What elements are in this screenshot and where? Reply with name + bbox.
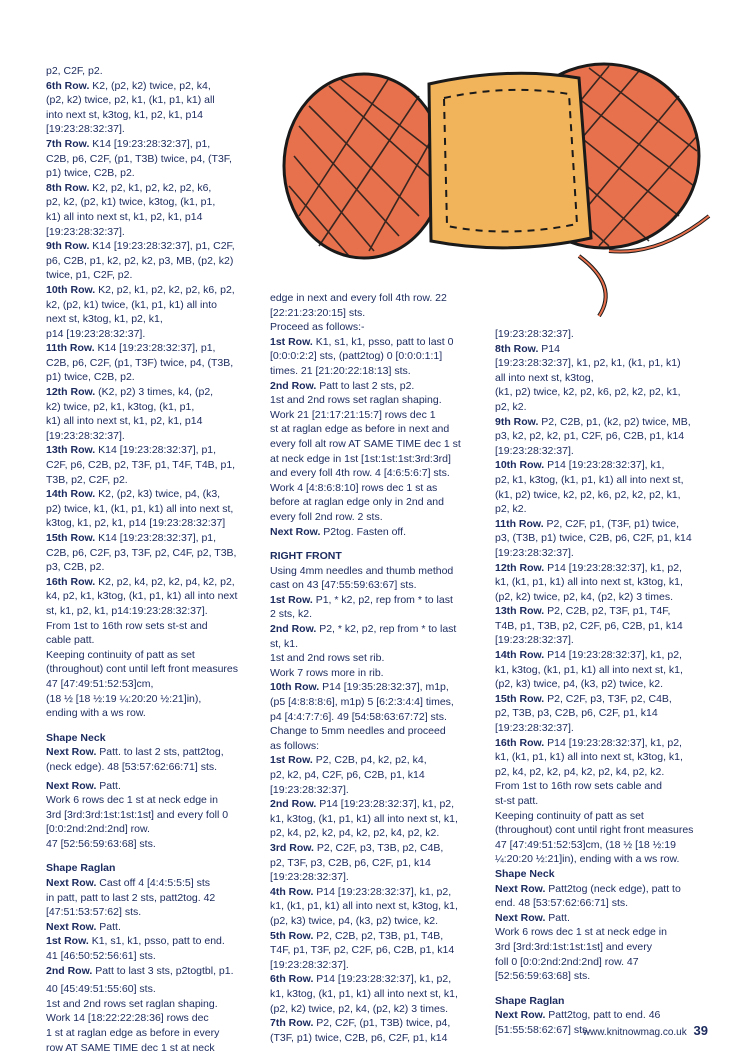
row-label: 1st Row. [46, 935, 89, 948]
row-label: 7th Row. [46, 137, 90, 150]
row-label: 7th Row. [270, 1017, 314, 1030]
row-label: 12th Row. [495, 561, 545, 574]
pattern-row [495, 911, 710, 926]
row-instruction: P2, C2F, p3, T3F, p2, C4B, p2, T3B, p3, C2B, p6, C2F, p1, k14 [19:23:28:32:37]. [495, 692, 672, 735]
pattern-row [270, 753, 485, 797]
row-label: Next Row. [46, 746, 97, 759]
row-label: Next Row. [46, 779, 97, 792]
page-footer [583, 1023, 708, 1038]
pattern-row [495, 692, 710, 736]
row-instruction: Patt to last 3 sts, p2togtbl, p1. [92, 964, 234, 977]
row-label: 1st Row. [270, 754, 313, 767]
row-label: 8th Row. [46, 181, 90, 194]
row-instruction: K14 [19:23:28:32:37], p1, C2F, p6, C2B, p2, T3F, p1, T4F, T4B, p1, T3B, p2, C2F, p2. [46, 444, 236, 486]
row-label: 16th Row. [46, 575, 96, 588]
pattern-row [495, 342, 710, 415]
row-label: 3rd Row. [270, 841, 314, 854]
pattern-row [270, 797, 485, 841]
row-instruction: K1, s1, k1, psso, patt to end. 41 [46:50:52:56:61] sts. [46, 935, 225, 963]
row-instruction: (K2, p2) 3 times, k4, (p2, k2) twice, p2, k1, k3tog, (k1, p1, k1) all into next st, k1, p2, k1, p14 [19:23:28:32:37]. [46, 386, 214, 442]
row-instruction: P1, * k2, p2, rep from * to last 2 sts, k2. [270, 593, 453, 621]
row-label: 9th Row. [46, 240, 90, 253]
pattern-row [270, 335, 485, 379]
row-instruction: P2, C2F, (p1, T3B) twice, p4, (T3F, p1) twice, C2B, p6, C2F, p1, k14 [270, 1017, 451, 1044]
pattern-row [270, 593, 485, 622]
row-instruction: K14 [19:23:28:32:37], p1, C2B, p6, C2F, (p1, T3B) twice, p4, (T3F, p1) twice, C2B, p2. [46, 137, 232, 180]
row-instruction: K2, (p2, k2) twice, p2, k4, (p2, k2) twice, p2, k1, (k1, p1, k1) all into next st, k3tog, k1, p2, k1, p14 [19:23:28:32:37]. [46, 79, 215, 136]
row-label: 16th Row. [495, 736, 545, 749]
pattern-row [46, 443, 261, 487]
page-number: 39 [693, 1023, 708, 1038]
pattern-row [270, 680, 485, 724]
pattern-row [270, 885, 485, 929]
pattern-text: edge in next and every foll 4th row. 22 [22:21:23:20:15] sts. Proceed as follows:- [270, 292, 447, 334]
row-instruction: Patt2tog (neck edge), patt to end. 48 [53:57:62:66:71] sts. [495, 882, 681, 910]
row-label: Next Row. [46, 877, 97, 890]
row-label: 11th Row. [495, 517, 544, 530]
row-instruction: P14 [19:35:28:32:37], m1p, (p5 [4:8:8:8:6], m1p) 5 [6:2:3:4:4] times, p4 [4:4:7:7:6]. 49 [54:58:63:67:72] sts. [270, 681, 454, 723]
row-instruction: Patt. [96, 920, 121, 933]
row-label: 13th Row. [495, 605, 545, 618]
row-label: 8th Row. [495, 342, 539, 355]
spacer [46, 851, 261, 861]
row-label: 5th Row. [270, 929, 314, 942]
pattern-row [46, 385, 261, 443]
pattern-row [46, 745, 261, 774]
pattern-row [270, 1016, 485, 1045]
row-instruction: Patt. [545, 911, 570, 924]
pattern-row [270, 972, 485, 1016]
pattern-row [495, 882, 710, 911]
row-label: Next Row. [495, 1009, 546, 1022]
pattern-row [46, 341, 261, 385]
pattern-column-left [46, 64, 261, 1055]
spacer [46, 721, 261, 731]
pattern-text: Change to 5mm needles and proceed as follows: [270, 725, 446, 752]
row-label: 4th Row. [270, 885, 314, 898]
row-label: 6th Row. [46, 79, 90, 92]
row-instruction: P14 [19:23:28:32:37], k1, p2, k1, k3tog, (k1, p1, k1) all into next st, k1, (p2, k2) twice, p2, k4, (p2, k2) 3 times. [270, 973, 458, 1015]
section-heading: RIGHT FRONT [270, 550, 342, 563]
row-instruction: P2, C2B, p2, T3F, p1, T4F, T4B, p1, T3B, p2, C2F, p6, C2B, p1, k14 [19:23:28:32:37]. [495, 605, 683, 647]
row-instruction: K14 [19:23:28:32:37], p1, C2F, p6, C2B, p1, k2, p2, k2, p3, MB, (p2, k2) twice, p1, C2F, p2. [46, 240, 235, 282]
pattern-row [495, 648, 710, 692]
pattern-text: 1st and 2nd rows set rib. Work 7 rows more in rib. [270, 652, 385, 679]
pattern-row [495, 736, 710, 780]
row-instruction: P2, C2B, p1, (k2, p2) twice, MB, p3, k2, p2, k2, p1, C2F, p6, C2B, p1, k14 [19:23:28:32:37]. [495, 415, 691, 457]
pattern-row [46, 876, 261, 920]
section-heading: Shape Neck [495, 867, 555, 880]
pattern-text: [19:23:28:32:37]. [495, 328, 574, 340]
row-label: 1st Row. [270, 593, 313, 606]
pattern-column-middle [270, 291, 485, 1045]
row-label: Next Row. [495, 882, 546, 895]
row-label: 2nd Row. [270, 623, 317, 636]
pattern-row [270, 622, 485, 651]
section-heading: Shape Neck [46, 731, 106, 744]
row-instruction: K14 [19:23:28:32:37], p1, C2B, p6, C2F, (p1, T3F) twice, p4, (T3B, p1) twice, C2B, p2. [46, 342, 234, 384]
row-instruction: P2, C2F, p3, T3B, p2, C4B, p2, T3F, p3, C2B, p6, C2F, p1, k14 [19:23:28:32:37]. [270, 841, 444, 884]
row-instruction: P14 [19:23:28:32:37], k1, p2, k1, (k1, p1, k1) all into next st, k3tog, k1, p2, k4, p2, k2, p4, k2, p2, k4, p2, k2. [495, 736, 683, 778]
row-label: 12th Row. [46, 386, 96, 399]
pattern-row [495, 604, 710, 648]
row-instruction: P2tog. Fasten off. [320, 525, 406, 538]
pattern-row [270, 379, 485, 394]
row-label: 6th Row. [270, 973, 314, 986]
row-label: 10th Row. [495, 459, 545, 472]
pattern-text: From 1st to 16th row sets st-st and cable patt. Keeping continuity of patt as set (throughout) cont until left front measures 47 [47:49:51:52:53]cm, (18 ½ [18 ½:19 ¼:20:20 ½:21]in), ending with a ws row. [46, 619, 239, 720]
row-label: 2nd Row. [270, 379, 317, 392]
pattern-row [46, 531, 261, 575]
row-label: 15th Row. [46, 532, 96, 544]
spacer [270, 539, 485, 549]
row-instruction: Patt2tog, patt to end. 46 [51:55:58:62:67] sts. [495, 1009, 661, 1036]
row-instruction: K2, p2, k1, p2, k2, p2, k6, p2, k2, (p2, k1) twice, k3tog, (k1, p1, k1) all into next st, k1, p2, k1, p14 [19:23:28:32:37]. [46, 181, 216, 238]
spacer [495, 984, 710, 994]
pattern-row [495, 561, 710, 605]
pattern-row [46, 934, 261, 963]
pattern-row [46, 79, 261, 137]
row-instruction: P14 [19:23:28:32:37], k1, p2, k1, (k1, p1, k1) all into next st, k3tog, (k1, p2) twice, k2, p2, k6, p2, k2, p2, k1, p2, k2. [495, 342, 681, 413]
row-label: Next Row. [270, 525, 321, 538]
pattern-text: p2, C2F, p2. [46, 65, 103, 77]
row-instruction: K14 [19:23:28:32:37], p1, C2B, p6, C2F, p3, T3F, p2, C4F, p2, T3B, p3, C2B, p2. [46, 532, 237, 574]
row-label: 2nd Row. [270, 798, 317, 811]
row-instruction: P14 [19:23:28:32:37], k1, p2, k1, k3tog, (k1, p1, k1) all into next st, k1, p2, k4, p2, k2, p4, k2, p2, k4, p2, k2. [270, 798, 458, 840]
row-instruction: P2, C2B, p4, k2, p2, k4, p2, k2, p4, C2F, p6, C2B, p1, k14 [19:23:28:32:37]. [270, 754, 427, 796]
row-instruction: K2, p2, k1, p2, k2, p2, k6, p2, k2, (p2, k1) twice, (k1, p1, k1) all into next st, k3tog, k1, p2, k1, p14 [19:23:28:32:37]. [46, 283, 235, 340]
pattern-row [495, 458, 710, 516]
row-instruction: P14 [19:23:28:32:37], k1, p2, k1, k3tog, (k1, p1, k1) all into next st, k1, (p2, k3) twice, p4, (k3, p2) twice, k2. [495, 649, 683, 691]
row-instruction: K2, (p2, k3) twice, p4, (k3, p2) twice, k1, (k1, p1, k1) all into next st, k3tog, k1, p2, k1, p14 [19:23:28:32:37] [46, 488, 234, 530]
row-label: 10th Row. [46, 283, 96, 296]
row-instruction: Cast off 4 [4:4:5:5:5] sts in patt, patt to last 2 sts, patt2tog. 42 [47:51:53:57:62] sts. [46, 877, 216, 919]
row-instruction: P2, C2B, p2, T3B, p1, T4B, T4F, p1, T3F, p2, C2F, p6, C2B, p1, k14 [19:23:28:32:37]. [270, 929, 455, 971]
row-label: 11th Row. [46, 342, 95, 355]
row-label: 9th Row. [495, 415, 539, 428]
footer-url[interactable]: www.knitnowmag.co.uk [582, 1027, 687, 1038]
pattern-row [46, 779, 261, 794]
pattern-row [46, 181, 261, 239]
section-heading: Shape Raglan [46, 862, 116, 875]
row-label: Next Row. [46, 920, 97, 933]
yarn-ball-icon [279, 56, 725, 318]
row-instruction: Patt. [96, 779, 121, 792]
pattern-row [46, 283, 261, 341]
row-instruction: P2, C2F, p1, (T3F, p1) twice, p3, (T3B, p1) twice, C2B, p6, C2F, p1, k14 [19:23:28:32:37]. [495, 517, 692, 559]
pattern-row [495, 415, 710, 459]
pattern-row [495, 517, 710, 561]
row-instruction: Patt to last 2 sts, p2. [316, 379, 415, 392]
row-instruction: K2, p2, k4, p2, k2, p4, k2, p2, k4, p2, k1, k3tog, (k1, p1, k1) all into next st, k1, p2, k1, p14:19:23:28:32:37]. [46, 575, 238, 617]
pattern-row [46, 137, 261, 181]
row-instruction: P14 [19:23:28:32:37], k1, p2, k1, (k1, p1, k1) all into next st, k3tog, k1, (p2, k2) twice, p2, k4, (p2, k2) 3 times. [495, 561, 683, 603]
pattern-text: Using 4mm needles and thumb method cast on 43 [47:55:59:63:67] sts. [270, 564, 454, 592]
row-label: 14th Row. [46, 488, 96, 501]
pattern-text: 40 [45:49:51:55:60] sts. 1st and 2nd rows set raglan shaping. Work 14 [18:22:22:28:36] rows dec 1 st at raglan edge as before in every row AT SAME TIME dec 1 st at neck [46, 983, 220, 1054]
pattern-row [46, 964, 261, 979]
pattern-text: Work 6 rows dec 1 st at neck edge in 3rd [3rd:3rd:1st:1st:1st] and every foll 0 [0:0:2nd:2nd:2nd] row. 47 [52:56:59:63:68] sts. [46, 794, 229, 850]
row-label: 10th Row. [270, 681, 320, 694]
pattern-text: Work 6 rows dec 1 st at neck edge in 3rd [3rd:3rd:1st:1st:1st] and every foll 0 [0:0:2nd:2nd:2nd] row. 47 [52:56:59:63:68] sts. [495, 926, 667, 983]
pattern-row [46, 575, 261, 619]
pattern-text: 1st and 2nd rows set raglan shaping. Work 21 [21:17:21:15:7] rows dec 1 st at raglan edge as before in next and every foll alt row AT SAME TIME dec 1 st at neck edge in 1st [1st:1st:1st:3rd:3rd] and every foll 4th row. 4 [4:6:5:6:7] sts. Work 4 [4:8:6:8:10] rows dec 1 st as before at raglan edge only in 2nd and every foll 2nd row. 2 sts. [270, 394, 461, 523]
pattern-row [46, 239, 261, 283]
pattern-row [270, 841, 485, 885]
row-instruction: P14 [19:23:28:32:37], k1, p2, k1, (k1, p1, k1) all into next st, k3tog, k1, (p2, k3) twice, p4, (k3, p2) twice, k2. [270, 885, 458, 927]
pattern-row [46, 920, 261, 935]
row-label: 1st Row. [270, 335, 313, 348]
row-label: 13th Row. [46, 444, 96, 457]
row-label: 15th Row. [495, 692, 545, 705]
pattern-text: From 1st to 16th row sets cable and st-st patt. Keeping continuity of patt as set (throughout) cont until right front measures 47 [47:49:51:52:53]cm, (18 ½ [18 ½:19 ¼:20:20 ½:21]in), ending with a ws row. [495, 780, 694, 866]
pattern-column-right [495, 327, 710, 1038]
row-label: 14th Row. [495, 649, 545, 662]
section-heading: Shape Raglan [495, 994, 565, 1007]
row-instruction: K1, s1, k1, psso, patt to last 0 [0:0:0:2:2] sts, (patt2tog) 0 [0:0:0:1:1] times. 21 [21:20:22:18:13] sts. [270, 335, 454, 377]
row-instruction: P2, * k2, p2, rep from * to last st, k1. [270, 623, 457, 650]
row-instruction: P14 [19:23:28:32:37], k1, p2, k1, k3tog, (k1, p1, k1) all into next st, (k1, p2) twice, k2, p2, k6, p2, k2, p2, k1, p2, k2. [495, 459, 684, 516]
row-instruction: Patt. to last 2 sts, patt2tog, (neck edge). 48 [53:57:62:66:71] sts. [46, 746, 224, 773]
row-label: Next Row. [495, 911, 546, 924]
row-label: 2nd Row. [46, 964, 93, 977]
pattern-row [270, 525, 485, 540]
pattern-row [270, 929, 485, 973]
pattern-row [46, 487, 261, 531]
